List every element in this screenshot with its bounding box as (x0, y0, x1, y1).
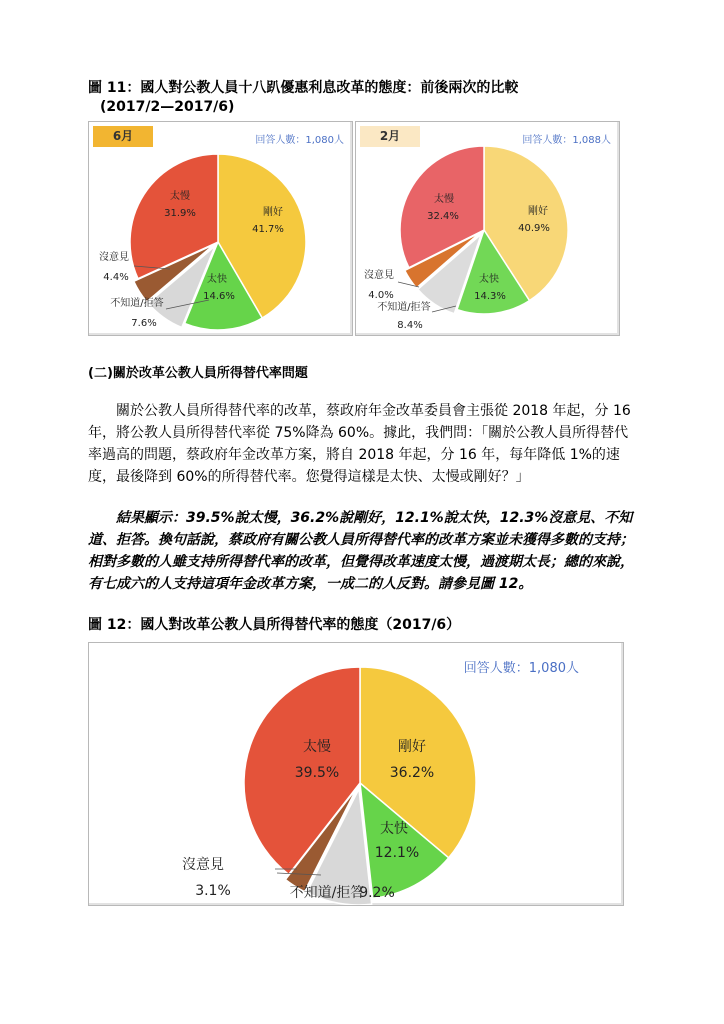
chart-june-respondents: 回答人數：1,080人 (255, 135, 344, 146)
chart-feb-tag: 2月 (360, 126, 420, 147)
slice-value-label-0: 40.9% (518, 223, 550, 234)
chart-feb-respondents: 回答人數：1,088人 (522, 135, 611, 146)
slice-value-label-1: 14.6% (203, 291, 235, 302)
slice-value-label-2: 9.2% (359, 885, 395, 901)
slice-name-label-3: 沒意見 (182, 857, 224, 873)
slice-name-label-4: 太慢 (170, 191, 190, 202)
slice-value-label-4: 32.4% (427, 211, 459, 222)
slice-name-label-3: 沒意見 (364, 270, 394, 281)
slice-name-label-1: 太快 (479, 274, 499, 285)
slice-name-label-1: 太快 (380, 821, 408, 837)
slice-value-label-0: 41.7% (252, 224, 284, 235)
figure-12-title: 圖 12：國人對改革公教人員所得替代率的態度（2017/6） (88, 617, 461, 633)
figure-11-subtitle: (2017/2—2017/6) (100, 99, 235, 115)
slice-name-label-4: 太慢 (434, 194, 454, 205)
slice-name-label-2: 不知道/拒答 (110, 298, 164, 309)
pie-chart-june (89, 122, 352, 335)
slice-name-label-4: 太慢 (303, 739, 331, 755)
slice-name-label-1: 太快 (207, 274, 227, 285)
slice-value-label-4: 39.5% (294, 765, 340, 781)
pie-chart-main (89, 643, 623, 905)
figure-11-title: 圖 11：國人對公教人員十八趴優惠利息改革的態度：前後兩次的比較 (88, 80, 519, 96)
slice-value-label-3: 3.1% (195, 883, 231, 899)
pie-chart-feb (356, 122, 619, 335)
section-heading: (二)關於改革公教人員所得替代率問題 (88, 366, 308, 381)
chart-main-respondents: 回答人數：1,080人 (463, 661, 579, 676)
body-paragraph-2: 結果顯示：39.5%說太慢，36.2%說剛好，12.1%說太快，12.3%沒意見、不知道、拒答。換句話說，蔡政府有關公教人員所得替代率的改革方案並未獲得多數的支持；相對多數的人雖支持所得替代率的改革，但覺得改革速度太慢，過渡期太長；總的來說，有七成六的人支持這項年金改革方案，一成二的人反對。請參見圖 12。 (88, 510, 634, 592)
chart-june-tag: 6月 (93, 126, 153, 147)
chart-june-panel (88, 121, 353, 336)
slice-value-label-0: 36.2% (389, 765, 435, 781)
chart-main-panel (88, 642, 624, 906)
slice-value-label-2: 8.4% (397, 320, 423, 331)
slice-name-label-0: 剛好 (263, 207, 283, 218)
body-paragraph-1: 關於公教人員所得替代率的改革，蔡政府年金改革委員會主張從 2018 年起，分 16 年，將公教人員所得替代率從 75%降為 60%。據此，我們問：「關於公教人員所得替代率過高的問題，蔡政府年金改革方案，將自 2018 年起，分 16 年，每年降低 1%的速度，最後降到 60%的所得替代率。您覺得這樣是太快、太慢或剛好？」 (88, 403, 631, 485)
slice-name-label-0: 剛好 (398, 739, 426, 755)
slice-value-label-3: 4.0% (368, 290, 394, 301)
slice-value-label-2: 7.6% (131, 318, 157, 329)
slice-value-label-1: 12.1% (374, 845, 420, 861)
slice-name-label-2: 不知道/拒答 (289, 885, 365, 901)
chart-feb-panel (355, 121, 620, 336)
slice-value-label-1: 14.3% (474, 291, 506, 302)
slice-value-label-4: 31.9% (164, 208, 196, 219)
slice-name-label-2: 不知道/拒答 (377, 302, 431, 313)
slice-value-label-3: 4.4% (103, 272, 129, 283)
slice-name-label-3: 沒意見 (99, 252, 129, 263)
slice-name-label-0: 剛好 (528, 206, 548, 217)
